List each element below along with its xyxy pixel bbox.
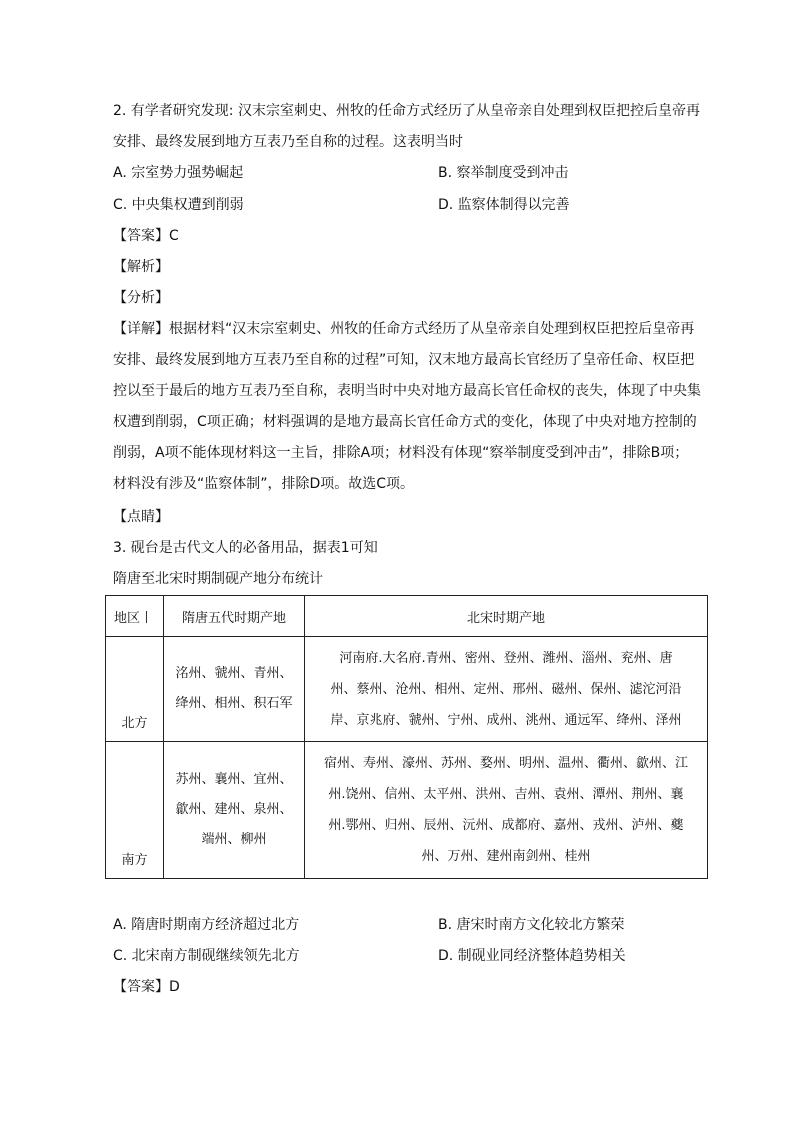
cell-line: 州.饶州、信州、太平州、洪州、吉州、袁州、潭州、荆州、襄 <box>328 787 684 803</box>
north-sui-tang-cell <box>164 637 305 742</box>
q3-table-title: 隋唐至北宋时期制砚产地分布统计 <box>113 571 323 587</box>
region-north: 北方 <box>106 637 164 742</box>
q2-detail-line: 【详解】根据材料“汉末宗室刺史、州牧的任命方式经历了从皇帝亲自处理到权臣把控后皇帝再 <box>113 321 695 337</box>
cell-line: 岸、京兆府、虢州、宁州、成州、洮州、通远军、绛州、泽州 <box>330 712 682 728</box>
q2-stem-line1: 2. 有学者研究发现: 汉末宗室刺史、州牧的任命方式经历了从皇帝亲自处理到权臣把控后皇帝再 <box>113 103 700 119</box>
cell-line: 苏州、襄州、宜州、 <box>175 772 293 788</box>
region-south: 南方 <box>106 742 164 879</box>
q2-stem-line2: 安排、最终发展到地方互表乃至自称的过程。这表明当时 <box>113 134 463 150</box>
q3-stem: 3. 砚台是古代文人的必备用品，据表1可知 <box>113 540 378 556</box>
q2-detail-paragraph <box>113 314 713 500</box>
q2-detail-line: 权遭到削弱，C项正确；材料强调的是地方最高长官任命方式的变化，体现了中央对地方控制的 <box>113 414 697 430</box>
q2-option-c: C. 中央集权遭到削弱 <box>113 197 244 213</box>
q3-option-b: B. 唐宋时南方文化较北方繁荣 <box>438 917 625 933</box>
q3-answer: 【答案】D <box>113 979 180 995</box>
q2-option-b: B. 察举制度受到冲击 <box>438 165 569 181</box>
q2-detail-line: 控以至于最后的地方互表乃至自称，表明当时中央对地方最高长官任命权的丧失，体现了中央集 <box>113 383 701 399</box>
q2-option-a: A. 宗室势力强势崛起 <box>113 165 244 181</box>
cell-line: 洺州、虢州、青州、 <box>175 666 293 682</box>
cell-line: 州.鄂州、归州、辰州、沅州、成都府、嘉州、戎州、泸州、夔 <box>328 818 684 834</box>
q2-option-d: D. 监察体制得以完善 <box>438 197 570 213</box>
header-sui-tang: 隋唐五代时期产地 <box>164 596 305 637</box>
table-row-south <box>106 742 708 879</box>
q2-analysis-heading: 【解析】 <box>113 259 169 275</box>
cell-line: 歙州、建州、泉州、 <box>175 802 293 818</box>
north-song-cell <box>305 637 708 742</box>
q3-option-c: C. 北宋南方制砚继续领先北方 <box>113 948 300 964</box>
header-region: 地区丨 <box>106 596 164 637</box>
q2-detail-line: 安排、最终发展到地方互表乃至自称的过程”可知，汉末地方最高长官经历了皇帝任命、权臣把 <box>113 352 695 368</box>
q2-fenxi-heading: 【分析】 <box>113 290 169 306</box>
q2-dianjing-heading: 【点睛】 <box>113 509 169 525</box>
q3-option-a: A. 隋唐时期南方经济超过北方 <box>113 917 300 933</box>
q2-answer: 【答案】C <box>113 228 179 244</box>
q3-option-d: D. 制砚业同经济整体趋势相关 <box>438 948 626 964</box>
header-northern-song: 北宋时期产地 <box>305 596 708 637</box>
south-song-cell <box>305 742 708 879</box>
inkstone-origin-table <box>105 595 708 879</box>
table-header-row <box>106 596 708 637</box>
cell-line: 州、万州、建州南剑州、桂州 <box>421 849 591 865</box>
q2-detail-line: 材料没有涉及“监察体制”，排除D项。故选C项。 <box>113 476 415 492</box>
table-row-north <box>106 637 708 742</box>
cell-line: 州、蔡州、沧州、相州、定州、邢州、磁州、保州、滤沱河沿 <box>330 681 682 697</box>
cell-line: 绛州、相州、积石军 <box>175 696 293 712</box>
cell-line: 河南府.大名府.青州、密州、登州、潍州、淄州、兖州、唐 <box>339 650 673 666</box>
south-sui-tang-cell <box>164 742 305 879</box>
cell-line: 宿州、寿州、濠州、苏州、婺州、明州、温州、衢州、歙州、江 <box>323 756 688 772</box>
cell-line: 端州、柳州 <box>201 832 267 848</box>
q2-detail-line: 削弱，A项不能体现材料这一主旨，排除A项；材料没有体现“察举制度受到冲击”，排除B项； <box>113 445 689 461</box>
